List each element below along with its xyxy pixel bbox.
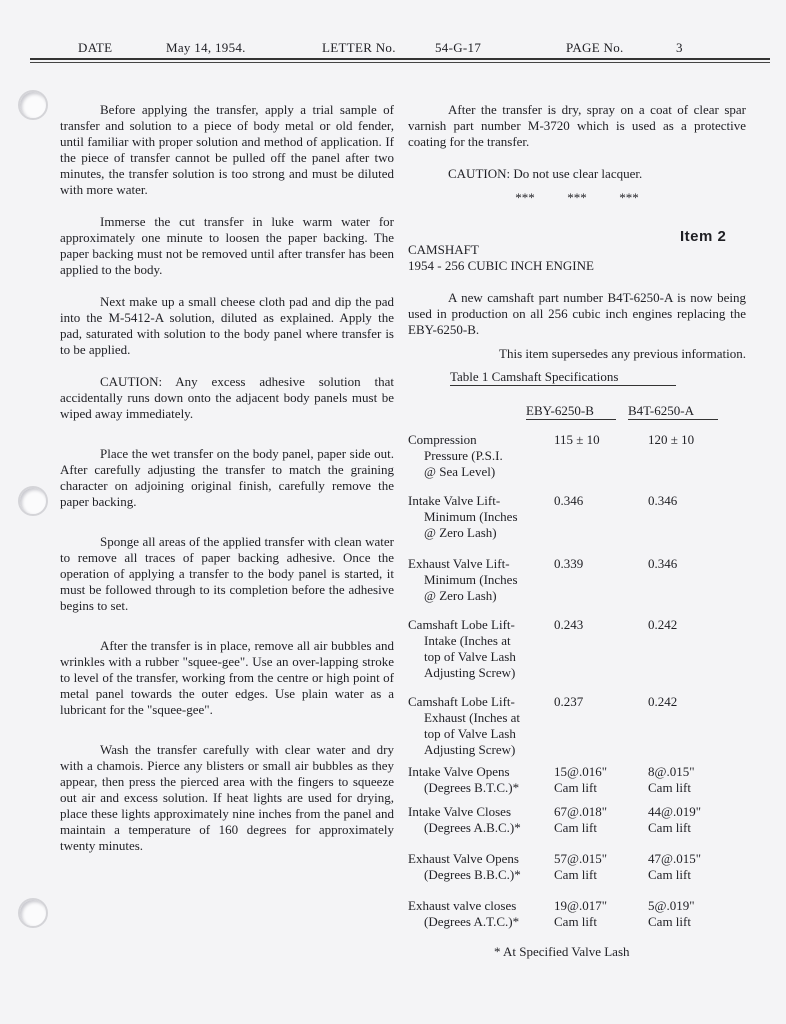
spec-label-line: Adjusting Screw) bbox=[424, 665, 516, 680]
spec-label-line: Intake Valve Opens bbox=[408, 764, 510, 779]
item-number: Item 2 bbox=[680, 228, 727, 245]
paragraph-varnish: After the transfer is dry, spray on a coat of clear spar varnish part number M-3720 which is used as a protective coating for the transfer. bbox=[408, 102, 746, 149]
spec-label-line: Minimum (Inches bbox=[424, 509, 518, 524]
page-value: 3 bbox=[676, 40, 683, 55]
spec-value-line: 120 ± 10 bbox=[648, 432, 695, 447]
spec-value-line: Cam lift bbox=[648, 914, 691, 929]
spec-value-line: 115 ± 10 bbox=[554, 432, 600, 447]
camshaft-body bbox=[408, 290, 746, 362]
spec-label-line: (Degrees B.B.C.)* bbox=[424, 867, 521, 882]
spec-value-new bbox=[648, 493, 738, 509]
paragraph-cheese-cloth: Next make up a small cheese cloth pad and dip the pad into the M-5412-A solution, diluted as explained. Apply the pad, saturated with solution to the body panel where transfer is to be applied. bbox=[60, 294, 394, 357]
camshaft-title: CAMSHAFT bbox=[408, 242, 479, 257]
spec-value-line: 0.339 bbox=[554, 556, 584, 571]
spec-label bbox=[408, 493, 558, 541]
letter-value: 54-G-17 bbox=[435, 40, 482, 55]
spec-value-line: 0.237 bbox=[554, 694, 584, 709]
spec-value-old bbox=[554, 898, 634, 930]
spec-value-line: Cam lift bbox=[648, 820, 691, 835]
paragraph-trial-sample: Before applying the transfer, apply a trial sample of transfer and solution to a piece of body metal or old fender, until familiar with proper solution and method of application. If the piece of transfer cannot be pulled off the panel after two minutes, the transfer solution is too strong and must be diluted with more water. bbox=[60, 102, 394, 197]
spec-label bbox=[408, 898, 558, 930]
footnote: * At Specified Valve Lash bbox=[494, 944, 630, 959]
right-column-top bbox=[408, 102, 746, 206]
spec-value-line: 0.346 bbox=[648, 493, 678, 508]
spec-value-old bbox=[554, 556, 634, 572]
spec-label-line: @ Zero Lash) bbox=[424, 588, 497, 603]
spec-value-line: Cam lift bbox=[554, 820, 597, 835]
spec-label-line: (Degrees A.B.C.)* bbox=[424, 820, 521, 835]
spec-label-line: Pressure (P.S.I. bbox=[424, 448, 503, 463]
spec-value-new bbox=[648, 898, 738, 930]
letter-label: LETTER No. bbox=[322, 40, 396, 55]
spec-value-old bbox=[554, 694, 634, 710]
spec-value-old bbox=[554, 432, 634, 448]
spec-value-new bbox=[648, 804, 738, 836]
spec-label bbox=[408, 804, 558, 836]
paragraph-caution-adhesive: CAUTION: Any excess adhesive solution that accidentally runs down onto the adjacent body panels must be wiped away immediately. bbox=[60, 374, 394, 421]
spec-label-line: Intake (Inches at bbox=[424, 633, 511, 648]
spec-value-line: 57@.015" bbox=[554, 851, 608, 866]
paragraph-place-transfer: Place the wet transfer on the body panel, paper side out. After carefully adjusting the transfer to match the graining character on adjoining original finish, carefully remove the paper backing. bbox=[60, 446, 394, 509]
spec-label-line: Intake Valve Lift- bbox=[408, 493, 501, 508]
spec-label bbox=[408, 764, 558, 796]
spec-label-line: Compression bbox=[408, 432, 477, 447]
supersedes-note: This item supersedes any previous information. bbox=[499, 346, 746, 361]
section-separator: *** *** *** bbox=[515, 190, 639, 205]
spec-value-old bbox=[554, 764, 634, 796]
table-title: Table 1 Camshaft Specifications bbox=[450, 369, 619, 384]
punch-hole-middle bbox=[18, 486, 48, 516]
spec-label-line: Exhaust Valve Lift- bbox=[408, 556, 510, 571]
spec-label-line: (Degrees B.T.C.)* bbox=[424, 780, 520, 795]
spec-value-line: 15@.016" bbox=[554, 764, 608, 779]
paragraph-squeegee: After the transfer is in place, remove all air bubbles and wrinkles with a rubber "squee-gee". Use an over-lapping stroke to level of the transfer, working from the centre or high point of metal panel towards the outer edges. Use plain water as a lubricant for the "squee-gee". bbox=[60, 638, 394, 717]
spec-label-line: @ Sea Level) bbox=[424, 464, 496, 479]
camshaft-paragraph: A new camshaft part number B4T-6250-A is now being used in production on all 256 cubic inch engines replacing the EBY-6250-B. bbox=[408, 290, 746, 337]
spec-value-line: Cam lift bbox=[554, 914, 597, 929]
spec-value-new bbox=[648, 617, 738, 633]
header-rule bbox=[30, 58, 770, 60]
caution-lacquer: CAUTION: Do not use clear lacquer. bbox=[448, 166, 643, 181]
spec-label-line: Minimum (Inches bbox=[424, 572, 518, 587]
spec-value-line: 67@.018" bbox=[554, 804, 608, 819]
spec-value-new bbox=[648, 556, 738, 572]
spec-label-line: Camshaft Lobe Lift- bbox=[408, 694, 515, 709]
spec-value-line: 0.242 bbox=[648, 617, 678, 632]
spec-label bbox=[408, 851, 558, 883]
spec-value-line: 0.346 bbox=[648, 556, 678, 571]
spec-value-line: 0.242 bbox=[648, 694, 678, 709]
spec-value-old bbox=[554, 617, 634, 633]
spec-value-line: Cam lift bbox=[648, 867, 691, 882]
spec-label-line: Adjusting Screw) bbox=[424, 742, 516, 757]
column-header-new-part: B4T-6250-A bbox=[628, 403, 694, 418]
camshaft-section bbox=[408, 242, 746, 274]
left-column bbox=[60, 102, 394, 854]
page-label: PAGE No. bbox=[566, 40, 624, 55]
spec-value-line: 0.346 bbox=[554, 493, 584, 508]
paragraph-wash: Wash the transfer carefully with clear water and dry with a chamois. Pierce any blisters or small air bubbles as they appear, then press the pierced area with the fingers to squeeze out air and excess solution. If heat lights are used for drying, place these lights approximately nine inches from the panel and maintain a temperature of 160 degrees for approximately twenty minutes. bbox=[60, 742, 394, 853]
spec-value-new bbox=[648, 764, 738, 796]
spec-label-line: (Degrees A.T.C.)* bbox=[424, 914, 520, 929]
spec-label bbox=[408, 694, 558, 758]
spec-label-line: top of Valve Lash bbox=[424, 649, 516, 664]
spec-label bbox=[408, 432, 558, 480]
spec-value-line: Cam lift bbox=[554, 867, 597, 882]
spec-value-line: Cam lift bbox=[648, 780, 691, 795]
spec-value-old bbox=[554, 493, 634, 509]
date-label: DATE bbox=[78, 40, 113, 55]
spec-value-new bbox=[648, 694, 738, 710]
header-rule-thin bbox=[30, 62, 770, 63]
paragraph-immerse: Immerse the cut transfer in luke warm water for approximately one minute to loosen the paper backing. The paper backing must not be removed until after transfer has been applied to the body. bbox=[60, 214, 394, 277]
spec-value-line: 5@.019" bbox=[648, 898, 695, 913]
spec-value-line: 44@.019" bbox=[648, 804, 702, 819]
spec-label-line: @ Zero Lash) bbox=[424, 525, 497, 540]
spec-value-line: Cam lift bbox=[554, 780, 597, 795]
spec-label-line: Exhaust Valve Opens bbox=[408, 851, 519, 866]
spec-label-line: Camshaft Lobe Lift- bbox=[408, 617, 515, 632]
spec-value-old bbox=[554, 851, 634, 883]
spec-label-line: top of Valve Lash bbox=[424, 726, 516, 741]
column-header-old-underline bbox=[526, 419, 616, 420]
table-title-underline bbox=[450, 385, 676, 386]
spec-value-old bbox=[554, 804, 634, 836]
spec-label-line: Exhaust valve closes bbox=[408, 898, 517, 913]
spec-value-new bbox=[648, 851, 738, 883]
camshaft-subtitle: 1954 - 256 CUBIC INCH ENGINE bbox=[408, 258, 594, 273]
column-header-new-underline bbox=[628, 419, 718, 420]
punch-hole-bottom bbox=[18, 898, 48, 928]
spec-label bbox=[408, 556, 558, 604]
punch-hole-top bbox=[18, 90, 48, 120]
spec-label bbox=[408, 617, 558, 681]
spec-label-line: Intake Valve Closes bbox=[408, 804, 512, 819]
spec-label-line: Exhaust (Inches at bbox=[424, 710, 521, 725]
spec-value-line: 47@.015" bbox=[648, 851, 702, 866]
column-header-old-part: EBY-6250-B bbox=[526, 403, 594, 418]
paragraph-sponge: Sponge all areas of the applied transfer with clean water to remove all traces of paper backing adhesive. Once the operation of applying a transfer to the body panel is started, it must be followed through to its completion before the adhesive begins to set. bbox=[60, 534, 394, 613]
spec-value-line: 0.243 bbox=[554, 617, 584, 632]
spec-value-new bbox=[648, 432, 738, 448]
date-value: May 14, 1954. bbox=[166, 40, 246, 55]
spec-value-line: 8@.015" bbox=[648, 764, 695, 779]
spec-value-line: 19@.017" bbox=[554, 898, 608, 913]
